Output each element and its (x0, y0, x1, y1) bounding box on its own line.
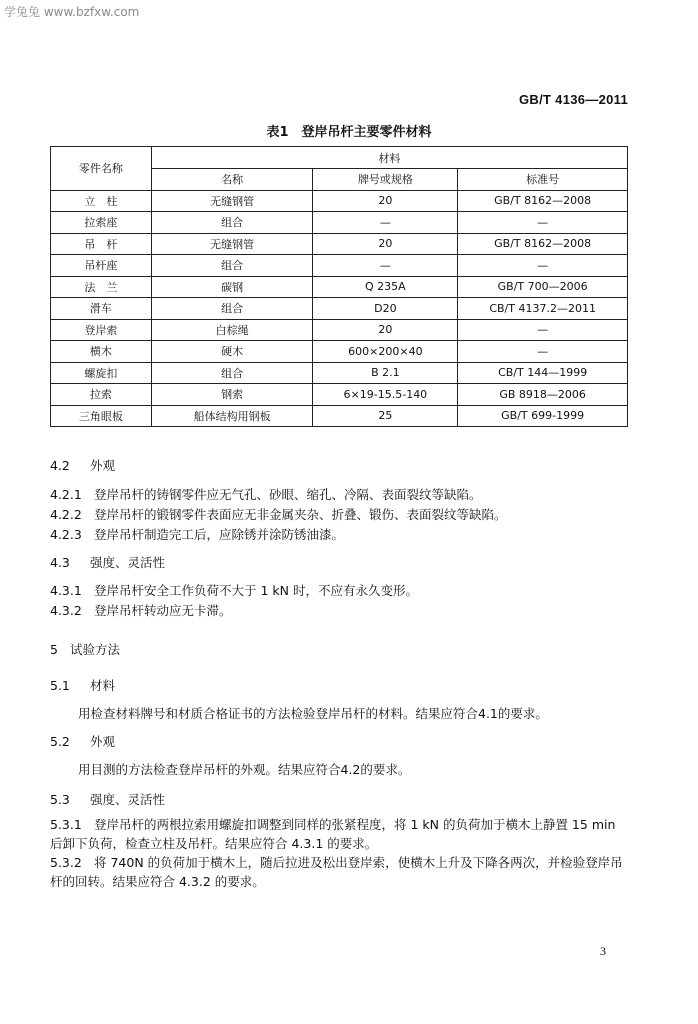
table-row (51, 362, 628, 384)
cell-standard: GB/T 700—2006 (458, 276, 628, 298)
cell-grade: B 2.1 (313, 362, 458, 384)
clause-4-3-1 (50, 581, 418, 599)
cell-grade: 20 (313, 319, 458, 341)
subheader-standard: 标准号 (458, 169, 628, 191)
section-title: 强度、灵活性 (90, 792, 166, 807)
section-number: 5 (50, 642, 58, 657)
clause-text: 登岸吊杆安全工作负荷不大于 1 kN 时，不应有永久变形。 (94, 583, 418, 598)
clause-text: 登岸吊杆转动应无卡滞。 (94, 603, 232, 618)
clause-4-2-1 (50, 485, 482, 503)
section-5 (50, 640, 120, 658)
clause-number: 5.3.1 (50, 817, 82, 832)
table-title: 表1 登岸吊杆主要零件材料 (266, 125, 432, 140)
table-row (51, 233, 628, 255)
cell-part-name: 横木 (51, 341, 152, 363)
header-part-name: 零件名称 (51, 147, 152, 191)
clause-4-3-2 (50, 601, 232, 619)
cell-part-name: 立 柱 (51, 190, 152, 212)
cell-grade: Q 235A (313, 276, 458, 298)
cell-standard: — (458, 212, 628, 234)
cell-part-name: 法 兰 (51, 276, 152, 298)
cell-material-name: 硬木 (151, 341, 313, 363)
cell-standard: — (458, 255, 628, 277)
table-row (51, 255, 628, 277)
cell-standard: CB/T 144—1999 (458, 362, 628, 384)
cell-material-name: 组合 (151, 255, 313, 277)
subheader-grade: 牌号或规格 (313, 169, 458, 191)
cell-material-name: 船体结构用钢板 (151, 405, 313, 427)
section-title: 强度、灵活性 (90, 555, 166, 570)
section-title: 试验方法 (70, 642, 121, 657)
cell-material-name: 组合 (151, 298, 313, 320)
section-number: 4.3 (50, 555, 70, 570)
cell-grade: 600×200×40 (313, 341, 458, 363)
section-4-2 (50, 456, 115, 474)
standard-code: GB/T 4136—2011 (519, 92, 628, 107)
clause-number: 4.3.2 (50, 603, 82, 618)
table-row (51, 319, 628, 341)
table-row (51, 212, 628, 234)
cell-standard: GB/T 8162—2008 (458, 190, 628, 212)
table-row (51, 405, 628, 427)
cell-part-name: 螺旋扣 (51, 362, 152, 384)
section-title: 外观 (90, 734, 116, 749)
cell-grade: 25 (313, 405, 458, 427)
table-row (51, 190, 628, 212)
table-body (51, 190, 628, 427)
clause-number: 4.3.1 (50, 583, 82, 598)
cell-material-name: 组合 (151, 212, 313, 234)
clause-number: 5.3.2 (50, 855, 82, 870)
cell-material-name: 无缝钢管 (151, 233, 313, 255)
cell-standard: — (458, 341, 628, 363)
table-row (51, 341, 628, 363)
clause-number: 4.2.1 (50, 487, 82, 502)
section-5-2-text: 用目测的方法检查登岸吊杆的外观。结果应符合4.2的要求。 (78, 762, 411, 777)
cell-part-name: 吊 杆 (51, 233, 152, 255)
cell-material-name: 钢索 (151, 384, 313, 406)
cell-standard: — (458, 319, 628, 341)
cell-part-name: 三角眼板 (51, 405, 152, 427)
section-title: 材料 (90, 678, 116, 693)
page-number: 3 (600, 944, 606, 958)
cell-grade: 6×19-15.5-140 (313, 384, 458, 406)
section-5-1-text: 用检查材料牌号和材质合格证书的方法检验登岸吊杆的材料。结果应符合4.1的要求。 (78, 706, 548, 721)
header-material: 材料 (151, 147, 627, 169)
cell-grade: D20 (313, 298, 458, 320)
subheader-name: 名称 (151, 169, 313, 191)
cell-material-name: 组合 (151, 362, 313, 384)
section-number: 5.3 (50, 792, 70, 807)
table-row (51, 384, 628, 406)
section-title: 外观 (90, 458, 116, 473)
clause-number: 4.2.3 (50, 527, 82, 542)
cell-standard: GB/T 8162—2008 (458, 233, 628, 255)
cell-material-name: 无缝钢管 (151, 190, 313, 212)
cell-standard: GB/T 699-1999 (458, 405, 628, 427)
section-number: 5.1 (50, 678, 70, 693)
cell-material-name: 白棕绳 (151, 319, 313, 341)
cell-part-name: 拉索 (51, 384, 152, 406)
section-5-3 (50, 790, 165, 808)
cell-part-name: 拉索座 (51, 212, 152, 234)
cell-grade: — (313, 212, 458, 234)
cell-material-name: 碳钢 (151, 276, 313, 298)
clause-text: 将 740N 的负荷加于横木上，随后拉进及松出登岸索，使横木上升及下降各两次，并检验登岸吊杆的回转。结果应符合 4.3.2 的要求。 (50, 855, 623, 889)
clause-text: 登岸吊杆的两根拉索用螺旋扣调整到同样的张紧程度，将 1 kN 的负荷加于横木上静置 15 min 后卸下负荷，检查立柱及吊杆。结果应符合 4.3.1 的要求。 (50, 817, 616, 851)
clause-4-2-2 (50, 505, 507, 523)
clause-5-3-1 (50, 815, 630, 853)
table-row (51, 298, 628, 320)
cell-part-name: 滑车 (51, 298, 152, 320)
section-4-3 (50, 553, 165, 571)
materials-table (50, 146, 628, 427)
clause-text: 登岸吊杆的锻钢零件表面应无非金属夹杂、折叠、锻伤、表面裂纹等缺陷。 (94, 507, 507, 522)
cell-grade: 20 (313, 190, 458, 212)
cell-standard: GB 8918—2006 (458, 384, 628, 406)
cell-grade: — (313, 255, 458, 277)
cell-standard: CB/T 4137.2—2011 (458, 298, 628, 320)
clause-text: 登岸吊杆制造完工后，应除锈并涂防锈油漆。 (94, 527, 345, 542)
section-number: 4.2 (50, 458, 70, 473)
cell-part-name: 登岸索 (51, 319, 152, 341)
cell-part-name: 吊杆座 (51, 255, 152, 277)
clause-5-3-2 (50, 853, 630, 891)
clause-4-2-3 (50, 525, 344, 543)
clause-number: 4.2.2 (50, 507, 82, 522)
section-5-1 (50, 676, 115, 694)
cell-grade: 20 (313, 233, 458, 255)
table-row (51, 276, 628, 298)
section-number: 5.2 (50, 734, 70, 749)
section-5-2 (50, 732, 115, 750)
clause-text: 登岸吊杆的铸钢零件应无气孔、砂眼、缩孔、冷隔、表面裂纹等缺陷。 (94, 487, 482, 502)
watermark: 学兔兔 www.bzfxw.com (4, 5, 140, 19)
